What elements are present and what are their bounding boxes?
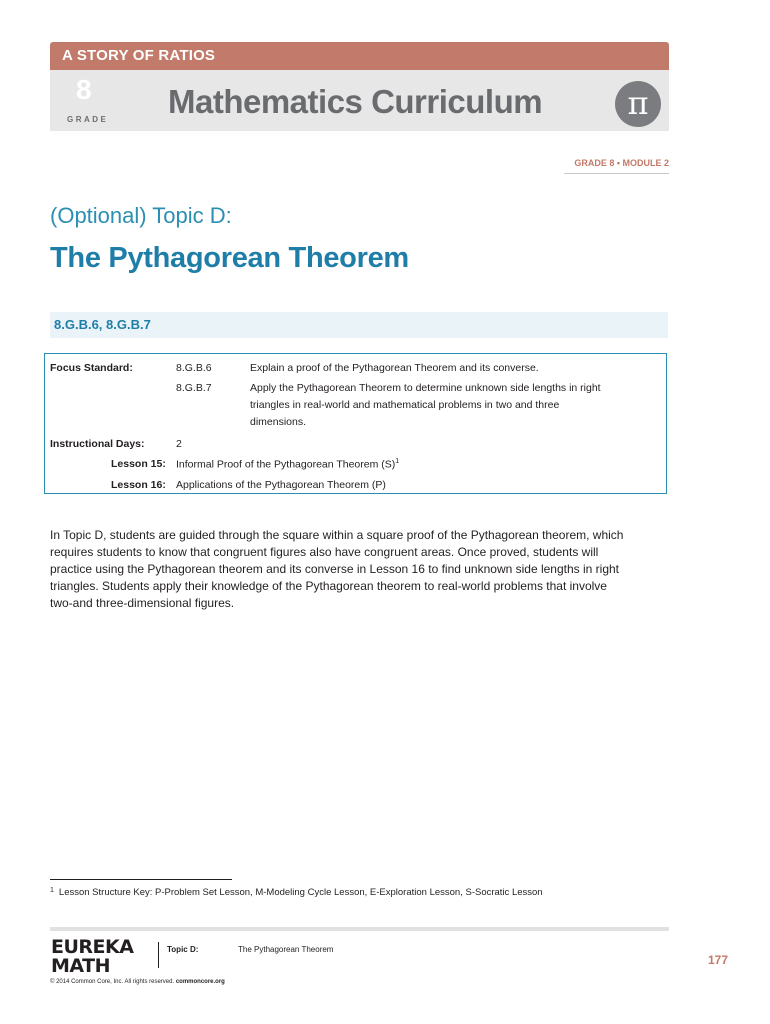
standard-description-line: triangles in real-world and mathematical problems in two and three bbox=[250, 399, 560, 411]
module-label: GRADE 8 • MODULE 2 bbox=[564, 158, 669, 174]
paragraph-line: practice using the Pythagorean theorem and its converse in Lesson 16 to find unknown side lengths in right bbox=[50, 562, 620, 576]
footer-topic-label: Topic D: bbox=[167, 945, 199, 954]
series-banner bbox=[50, 42, 669, 70]
topic-overview-paragraph bbox=[50, 527, 670, 612]
copyright-notice bbox=[50, 979, 225, 985]
lesson-label: Lesson 15: bbox=[111, 458, 166, 470]
footer-rule bbox=[50, 927, 669, 931]
copyright-text: © 2014 Common Core, Inc. All rights reserved. bbox=[50, 979, 175, 985]
series-title: A STORY OF RATIOS bbox=[62, 47, 216, 64]
footnote-text: Lesson Structure Key: P-Problem Set Lesson, M-Modeling Cycle Lesson, E-Exploration Lesson, S-Socratic Lesson bbox=[58, 887, 543, 898]
standard-code: 8.G.B.6 bbox=[176, 362, 212, 374]
standard-description-line: Apply the Pythagorean Theorem to determine unknown side lengths in right bbox=[250, 382, 601, 394]
lesson-title-text: Informal Proof of the Pythagorean Theorem (S) bbox=[176, 458, 396, 471]
lesson-title bbox=[176, 458, 399, 471]
footer-topic-title: The Pythagorean Theorem bbox=[238, 945, 334, 954]
footnote-rule bbox=[50, 879, 232, 880]
standard-description: Explain a proof of the Pythagorean Theorem and its converse. bbox=[250, 362, 539, 374]
focus-standard-label: Focus Standard: bbox=[50, 362, 133, 374]
paragraph-line: In Topic D, students are guided through the square within a square proof of the Pythagorean theorem, which bbox=[50, 528, 624, 542]
paragraph-line: requires students to know that congruent figures also have congruent areas. Once proved, students will bbox=[50, 545, 599, 559]
standards-codes-bar bbox=[50, 312, 668, 338]
grade-number: 8 bbox=[76, 74, 92, 105]
standards-box bbox=[44, 353, 667, 494]
lesson-title: Applications of the Pythagorean Theorem (P) bbox=[176, 479, 386, 491]
paragraph-line: triangles. Students apply their knowledge of the Pythagorean theorem to real-world problems that involve bbox=[50, 579, 607, 593]
page-number: 177 bbox=[707, 953, 728, 967]
instructional-days-label: Instructional Days: bbox=[50, 438, 145, 450]
footnote-number: 1 bbox=[50, 887, 54, 894]
pi-icon: π bbox=[615, 81, 661, 127]
paragraph-line: two-and three-dimensional figures. bbox=[50, 596, 235, 610]
standard-description-line: dimensions. bbox=[250, 416, 307, 428]
copyright-site: commoncore.org bbox=[175, 979, 225, 985]
footnote bbox=[50, 887, 543, 898]
instructional-days-value: 2 bbox=[176, 438, 182, 450]
eureka-math-logo bbox=[51, 938, 133, 976]
logo-line: EUREKA bbox=[51, 936, 134, 958]
standard-code: 8.G.B.7 bbox=[176, 382, 212, 394]
topic-title: The Pythagorean Theorem bbox=[50, 242, 409, 274]
standards-codes: 8.G.B.6, 8.G.B.7 bbox=[54, 317, 151, 332]
curriculum-banner bbox=[50, 70, 669, 131]
grade-word: GRADE bbox=[67, 115, 109, 124]
lesson-label: Lesson 16: bbox=[111, 479, 166, 491]
footer-divider bbox=[158, 942, 159, 968]
logo-line: MATH bbox=[51, 955, 110, 977]
topic-label: (Optional) Topic D: bbox=[50, 203, 232, 228]
curriculum-title: Mathematics Curriculum bbox=[168, 83, 543, 120]
footnote-marker: 1 bbox=[395, 458, 400, 465]
